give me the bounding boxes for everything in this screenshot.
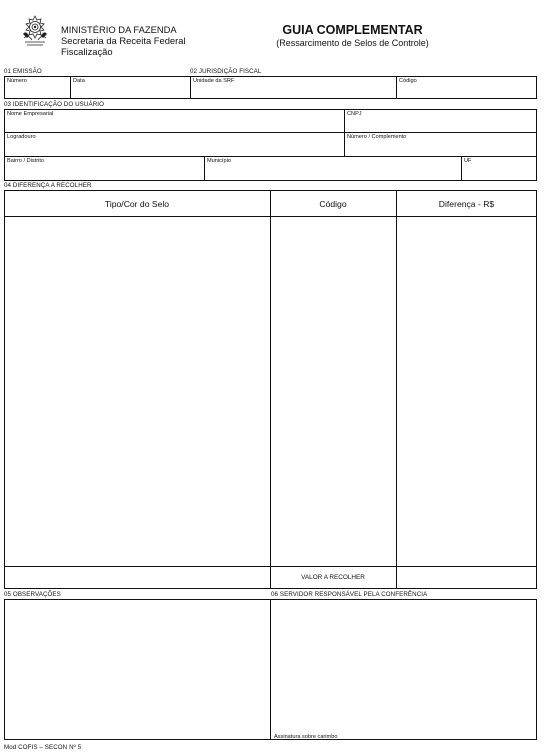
form-subtitle: (Ressarcimento de Selos de Controle) bbox=[276, 38, 429, 48]
assinatura-label: Assinatura sobre carimbo bbox=[274, 734, 338, 740]
servidor-signature-field[interactable] bbox=[271, 600, 536, 739]
divider bbox=[204, 156, 205, 181]
logradouro-field[interactable]: Logradouro bbox=[7, 134, 36, 140]
numero-field[interactable]: Número bbox=[7, 78, 27, 84]
uf-field[interactable]: UF bbox=[464, 158, 472, 164]
department-name: Fiscalização bbox=[61, 46, 113, 57]
divider bbox=[70, 76, 71, 99]
secretariat-name: Secretaria da Receita Federal bbox=[61, 35, 186, 46]
bairro-field[interactable]: Bairro / Distrito bbox=[7, 158, 44, 164]
observacoes-field[interactable] bbox=[5, 600, 269, 739]
form-code: Mod COFIS – SECON Nº 5 bbox=[4, 744, 82, 751]
section-title-diferenca: 04 DIFERENÇA A RECOLHER bbox=[4, 182, 92, 189]
cnpj-field[interactable]: CNPJ bbox=[347, 111, 362, 117]
section-title-identificacao: 03 IDENTIFICAÇÃO DO USUÁRIO bbox=[4, 101, 104, 108]
column-divider bbox=[396, 190, 397, 589]
data-field[interactable]: Data bbox=[73, 78, 85, 84]
section-title-jurisdicao: 02 JURISDIÇÃO FISCAL bbox=[190, 68, 262, 75]
numero-complemento-field[interactable]: Número / Complemento bbox=[347, 134, 407, 140]
divider bbox=[4, 156, 537, 157]
divider bbox=[190, 76, 191, 99]
divider bbox=[4, 132, 537, 133]
valor-a-recolher-label: VALOR A RECOLHER bbox=[301, 574, 365, 581]
divider bbox=[461, 156, 462, 181]
column-header-tipo: Tipo/Cor do Selo bbox=[104, 199, 170, 209]
divider bbox=[396, 76, 397, 99]
section-title-observacoes: 05 OBSERVAÇÕES bbox=[4, 591, 61, 598]
unidade-srf-field[interactable]: Unidade da SRF bbox=[193, 78, 235, 84]
codigo-srf-field[interactable]: Código bbox=[399, 78, 417, 84]
coat-of-arms-icon bbox=[20, 14, 50, 48]
ministry-name: MINISTÉRIO DA FAZENDA bbox=[61, 24, 177, 35]
column-header-codigo: Código bbox=[319, 199, 347, 209]
form-title: GUIA COMPLEMENTAR bbox=[282, 23, 423, 37]
column-divider bbox=[270, 190, 271, 589]
identificacao-box bbox=[4, 109, 537, 181]
valor-a-recolher-field[interactable] bbox=[397, 567, 536, 588]
section-title-emissao: 01 EMISSÃO bbox=[4, 68, 42, 75]
nome-empresarial-field[interactable]: Nome Empresarial bbox=[7, 111, 54, 117]
section-title-servidor: 06 SERVIDOR RESPONSÁVEL PELA CONFERÊNCIA bbox=[271, 591, 428, 598]
column-header-diferenca: Diferença - R$ bbox=[438, 199, 495, 209]
divider bbox=[344, 109, 345, 156]
municipio-field[interactable]: Município bbox=[207, 158, 231, 164]
